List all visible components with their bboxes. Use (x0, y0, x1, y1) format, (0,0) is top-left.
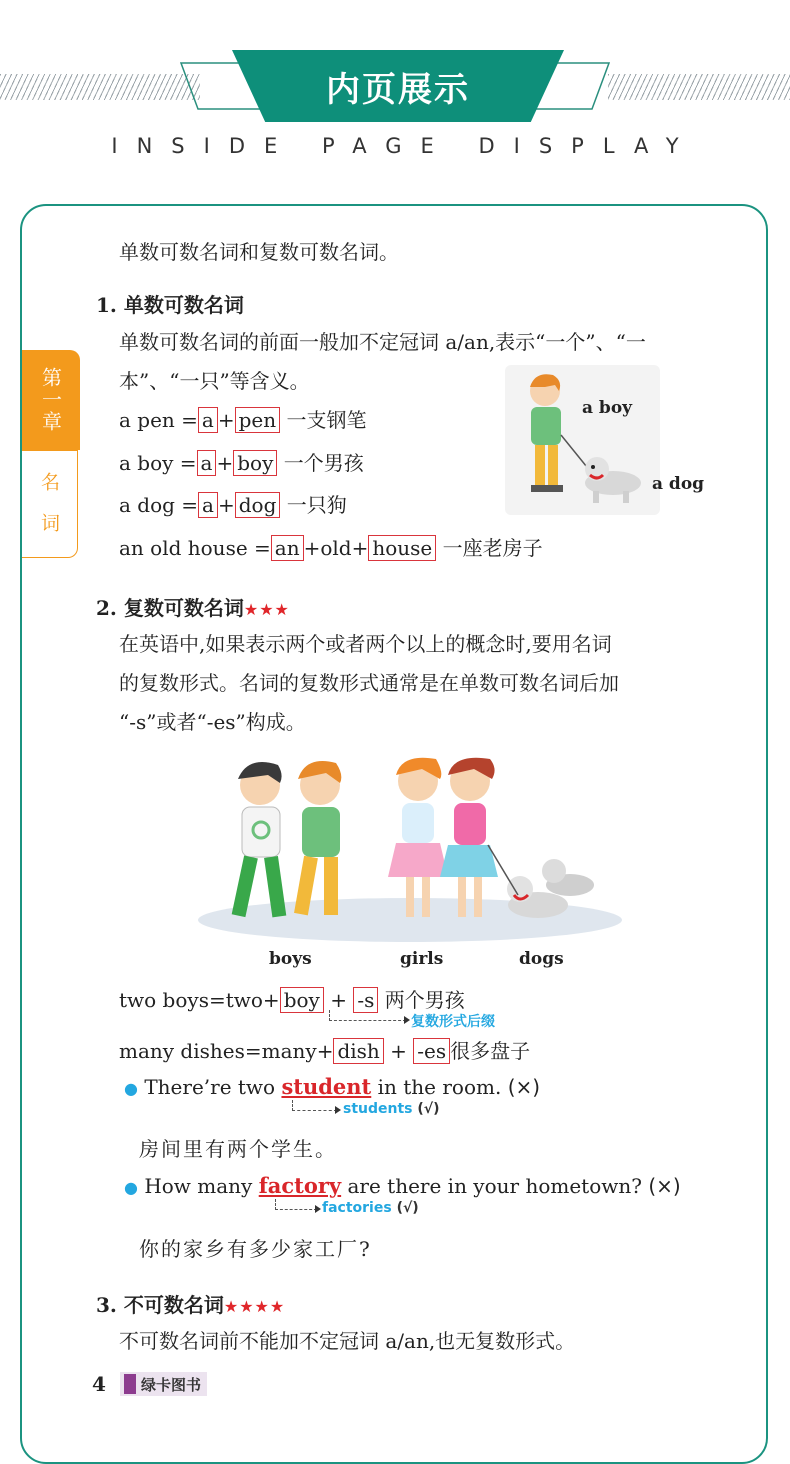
example-mid: +old+ (303, 536, 369, 560)
example-row-pen (119, 404, 367, 433)
label-a-dog: a dog (652, 474, 705, 494)
section3-number: 3. (96, 1293, 117, 1317)
example-row-house (119, 532, 543, 561)
section2-number: 2. (96, 596, 117, 620)
correction-connector (292, 1100, 337, 1111)
sentence-pre: How many (144, 1174, 253, 1198)
arrow-head (335, 1106, 341, 1114)
correct-mark: (√) (396, 1200, 419, 1216)
sentence-pre: There’re two (144, 1075, 276, 1099)
plus-sign: + (330, 988, 347, 1012)
wrong-word: factory (258, 1173, 342, 1198)
bullet-icon: ● (124, 1079, 138, 1098)
plus-sign: + (390, 1039, 407, 1063)
page-number: 4 (92, 1372, 106, 1396)
chapter-tab: 第一章 (22, 350, 80, 450)
section2-para-line1: 在英语中,如果表示两个或者两个以上的概念时,要用名词 (119, 632, 612, 656)
importance-stars: ★★★★ (223, 1297, 286, 1316)
boy-and-dog-illustration (505, 365, 660, 515)
example-lhs: an old house = (119, 536, 271, 560)
section3-heading (96, 1289, 285, 1318)
section3-para: 不可数名词前不能加不定冠词 a/an,也无复数形式。 (119, 1329, 576, 1353)
translation-1: 房间里有两个学生。 (139, 1137, 337, 1161)
section3-title: 不可数名词 (123, 1293, 224, 1317)
article-box: a (197, 450, 217, 476)
error-example-1 (124, 1074, 540, 1099)
section1-number: 1. (96, 293, 117, 317)
article-box: an (271, 535, 304, 561)
page-title: 内页展示 (326, 69, 470, 110)
correction-1 (343, 1101, 440, 1117)
example-lhs: a pen = (119, 408, 198, 432)
children-walking-illustration (198, 745, 622, 943)
noun-box: dog (235, 492, 281, 518)
topic-tab: 名词 (22, 450, 78, 558)
intro-text: 单数可数名词和复数可数名词。 (119, 240, 399, 264)
brand-logo-icon (124, 1374, 136, 1394)
sentence-post: in the room. (377, 1075, 502, 1099)
article-box: a (198, 407, 218, 433)
example-row-boy (119, 447, 364, 476)
section1-heading (96, 289, 244, 318)
correct-mark: (√) (417, 1101, 440, 1117)
noun-box: boy (233, 450, 277, 476)
sentence-post: are there in your hometown? (347, 1174, 642, 1198)
page-subtitle: INSIDE PAGE DISPLAY (111, 134, 698, 158)
suffix-note: 复数形式后缀 (411, 1014, 495, 1030)
equation-lhs: many dishes=many+ (119, 1039, 334, 1063)
plus-sign: + (217, 493, 235, 517)
wrong-word: student (281, 1074, 372, 1099)
example-meaning: 一支钢笔 (286, 408, 367, 432)
label-a-boy: a boy (582, 398, 633, 418)
correction-connector (275, 1199, 317, 1210)
noun-box: house (368, 535, 436, 561)
equation-meaning: 很多盘子 (450, 1039, 531, 1063)
corrected-word: students (343, 1101, 413, 1117)
page-header (0, 0, 790, 200)
suffix-note-connector (329, 1010, 406, 1021)
corrected-word: factories (322, 1200, 392, 1216)
section2-para-line2: 的复数形式。名词的复数形式通常是在单数可数名词后加 (119, 671, 619, 695)
example-lhs: a dog = (119, 493, 199, 517)
label-girls: girls (400, 949, 444, 969)
example-row-dog (119, 489, 347, 518)
section1-title: 单数可数名词 (123, 293, 244, 317)
section1-para-line2: 本”、“一只”等含义。 (119, 369, 310, 393)
section2-heading (96, 592, 290, 621)
arrow-head (404, 1016, 410, 1024)
error-example-2 (124, 1173, 681, 1198)
publisher-brand (120, 1372, 207, 1396)
section2-title: 复数可数名词 (123, 596, 244, 620)
example-meaning: 一个男孩 (283, 451, 364, 475)
example-lhs: a boy = (119, 451, 197, 475)
section1-para-line1: 单数可数名词的前面一般加不定冠词 a/an,表示“一个”、“一 (119, 330, 646, 354)
plus-sign: + (216, 451, 234, 475)
example-meaning: 一只狗 (286, 493, 347, 517)
suffix-box: -s (353, 987, 378, 1013)
label-boys: boys (269, 949, 312, 969)
example-meaning: 一座老房子 (442, 536, 543, 560)
brand-name: 绿卡图书 (141, 1375, 202, 1394)
hatch-decoration-right (608, 74, 790, 100)
bullet-icon: ● (124, 1178, 138, 1197)
translation-2: 你的家乡有多少家工厂? (139, 1237, 372, 1261)
plural-equation-dishes (119, 1035, 530, 1064)
noun-box: pen (235, 407, 281, 433)
suffix-box: -es (413, 1038, 450, 1064)
correction-2 (322, 1200, 419, 1216)
importance-stars: ★★★ (243, 600, 290, 619)
label-dogs: dogs (519, 949, 564, 969)
arrow-head (315, 1205, 321, 1213)
hatch-decoration-left (0, 74, 200, 100)
wrong-mark: (×) (648, 1174, 681, 1198)
equation-lhs: two boys=two+ (119, 988, 280, 1012)
plural-equation-boys (119, 984, 465, 1013)
plus-sign: + (217, 408, 235, 432)
noun-box: boy (280, 987, 324, 1013)
article-box: a (198, 492, 218, 518)
section2-para-line3: “-s”或者“-es”构成。 (119, 710, 306, 734)
equation-meaning: 两个男孩 (384, 988, 465, 1012)
noun-box: dish (333, 1038, 383, 1064)
wrong-mark: (×) (507, 1075, 541, 1099)
